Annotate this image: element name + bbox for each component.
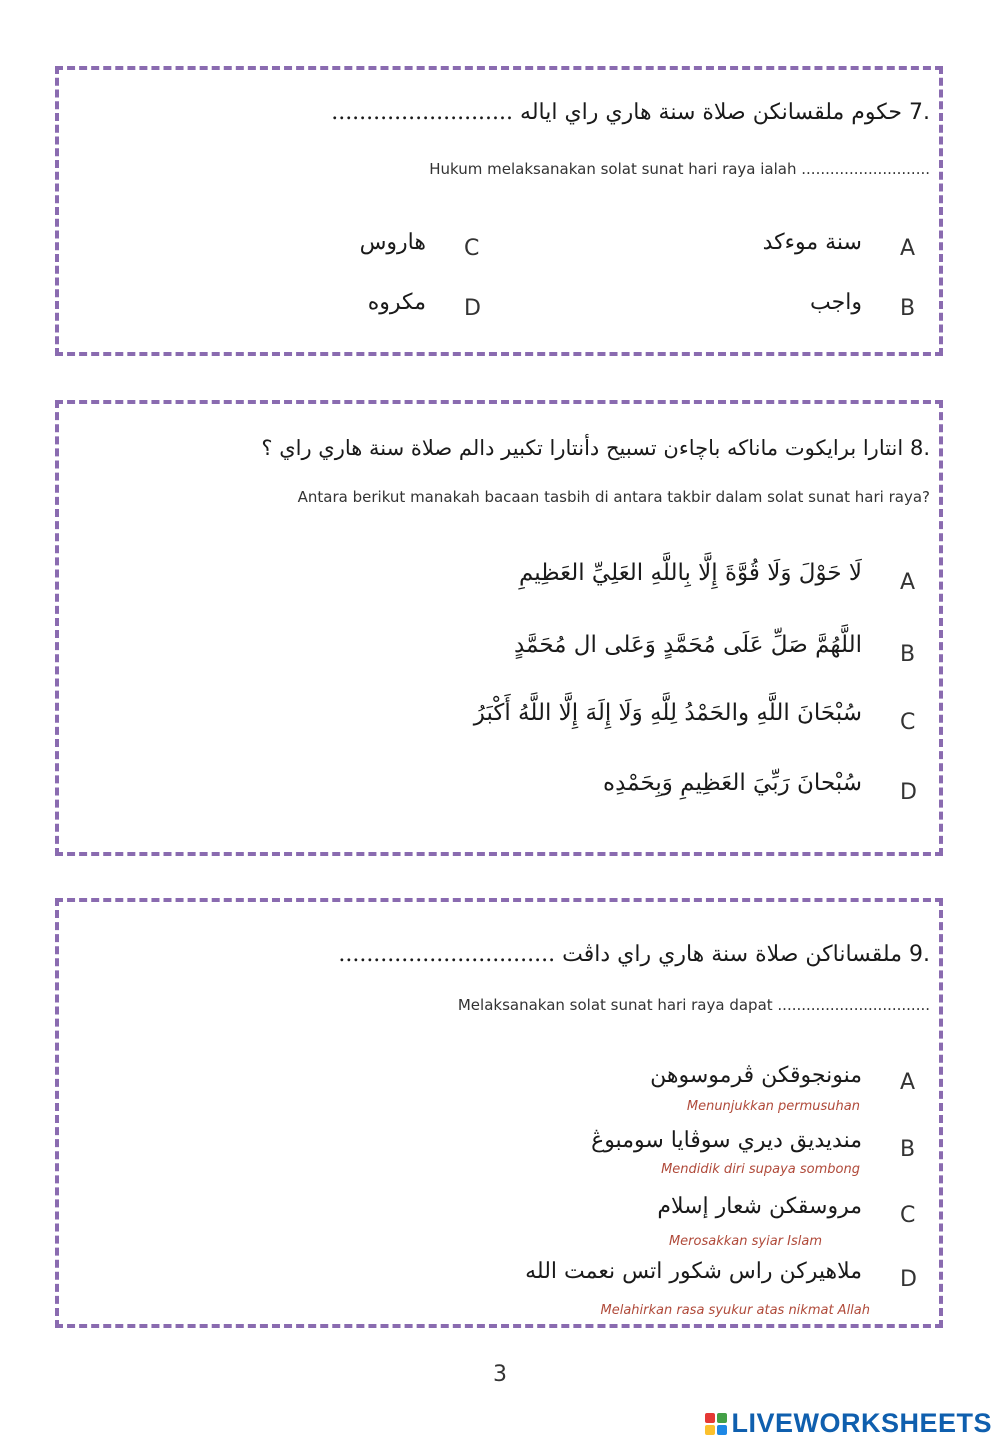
q8-option-b-letter[interactable]: B bbox=[900, 642, 916, 667]
question-9-jawi bbox=[338, 942, 930, 967]
q9-option-a-letter[interactable]: A bbox=[900, 1070, 916, 1095]
question-9-jawi-text: ملقساناكن صلاة سنة هاري راي داڤت ............................... bbox=[338, 942, 902, 967]
question-8-malay: Antara berikut manakah bacaan tasbih di antara takbir dalam solat sunat hari raya? bbox=[297, 488, 930, 506]
q9-option-d-hint: Melahirkan rasa syukur atas nikmat Allah bbox=[600, 1303, 870, 1318]
q9-option-c-hint: Merosakkan syiar Islam bbox=[668, 1234, 822, 1249]
q7-option-d-letter[interactable]: D bbox=[464, 296, 481, 321]
liveworksheets-logo-icon bbox=[705, 1413, 727, 1435]
logo-square bbox=[705, 1425, 715, 1435]
question-7-jawi-text: حكوم ملقسانكن صلاة سنة هاري راي اياله .......................... bbox=[331, 100, 902, 125]
question-8-jawi-text: انتارا برايكوت ماناكه باچاءن تسبيح دأنتارا تكبير دالم صلاة سنة هاري راي ؟ bbox=[261, 436, 904, 460]
page-number: 3 bbox=[493, 1362, 507, 1387]
q9-option-d-letter[interactable]: D bbox=[900, 1267, 917, 1292]
logo-square bbox=[717, 1413, 727, 1423]
logo-square bbox=[717, 1425, 727, 1435]
q9-option-c-text[interactable]: مروسقكن شعار إسلام bbox=[657, 1194, 862, 1219]
q9-option-a-text[interactable]: منونجوقكن ڤرموسوهن bbox=[650, 1063, 862, 1088]
question-8-jawi bbox=[261, 436, 930, 460]
q9-option-d-text[interactable]: ملاهيركن راس شكور اتس نعمت الله bbox=[525, 1259, 862, 1284]
question-7-number: .7 bbox=[909, 100, 930, 125]
logo-square bbox=[705, 1413, 715, 1423]
question-9-number: .9 bbox=[909, 942, 930, 967]
q8-option-c-text[interactable]: سُبْحَانَ اللَّهِ والحَمْدُ لِلَّهِ وَلَا إِلَهَ إِلَّا اللَّهُ أَكْبَرُ bbox=[473, 700, 862, 726]
q7-option-a-text[interactable]: سنة موءكد bbox=[762, 230, 862, 255]
q9-option-a-hint: Menunjukkan permusuhan bbox=[686, 1099, 860, 1114]
q7-option-b-text[interactable]: واجب bbox=[810, 290, 862, 315]
question-7-malay: Hukum melaksanakan solat sunat hari raya ialah ........................... bbox=[429, 160, 930, 178]
q8-option-d-text[interactable]: سُبْحانَ رَبِّيَ العَظِيمِ وَبِحَمْدِه bbox=[603, 770, 862, 796]
q8-option-b-text[interactable]: اللَّهُمَّ صَلِّ عَلَى مُحَمَّدٍ وَعَلى ال مُحَمَّدٍ bbox=[513, 632, 862, 658]
question-8-number: .8 bbox=[909, 436, 930, 460]
liveworksheets-wordmark: LIVEWORKSHEETS bbox=[731, 1408, 992, 1438]
q8-option-c-letter[interactable]: C bbox=[900, 710, 916, 735]
q8-option-d-letter[interactable]: D bbox=[900, 780, 917, 805]
q8-option-a-text[interactable]: لَا حَوْلَ وَلَا قُوَّةَ إِلَّا بِاللَّهِ العَلِيِّ العَظِيمِ bbox=[518, 560, 862, 586]
q9-option-c-letter[interactable]: C bbox=[900, 1203, 916, 1228]
q7-option-b-letter[interactable]: B bbox=[900, 296, 916, 321]
q7-option-c-letter[interactable]: C bbox=[464, 236, 480, 261]
q7-option-a-letter[interactable]: A bbox=[900, 236, 916, 261]
q8-option-a-letter[interactable]: A bbox=[900, 570, 916, 595]
question-7-jawi bbox=[331, 100, 930, 125]
q7-option-c-text[interactable]: هاروس bbox=[359, 230, 426, 255]
q9-option-b-hint: Mendidik diri supaya sombong bbox=[661, 1162, 860, 1177]
q9-option-b-letter[interactable]: B bbox=[900, 1137, 916, 1162]
liveworksheets-brand[interactable] bbox=[705, 1408, 992, 1439]
q7-option-d-text[interactable]: مكروه bbox=[367, 290, 426, 315]
question-9-malay: Melaksanakan solat sunat hari raya dapat ................................ bbox=[457, 996, 930, 1014]
q9-option-b-text[interactable]: منديديق ديري سوڤايا سومبوڠ bbox=[591, 1128, 862, 1153]
